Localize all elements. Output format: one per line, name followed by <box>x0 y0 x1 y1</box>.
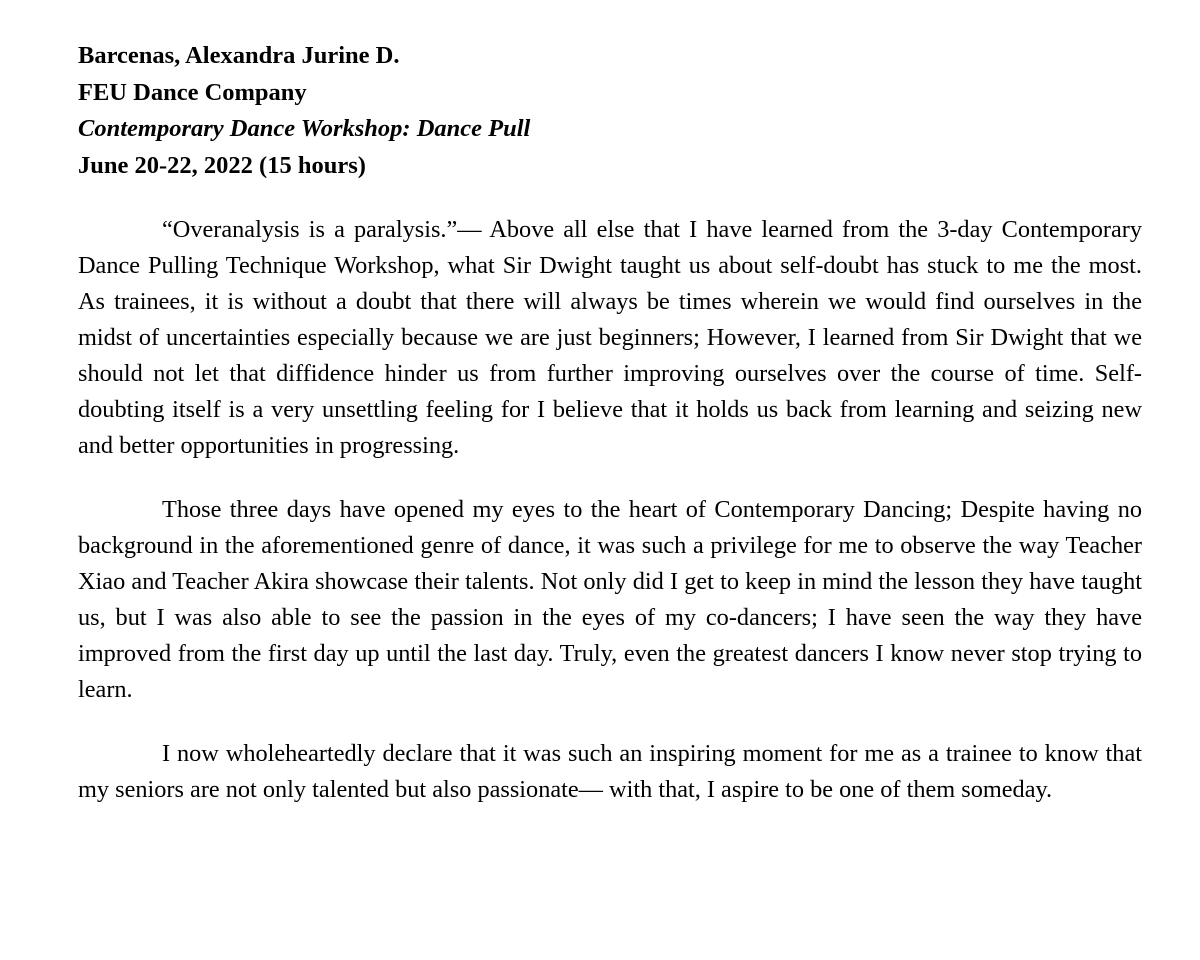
organization-name: FEU Dance Company <box>78 78 307 106</box>
paragraph-1: “Overanalysis is a paralysis.”— Above all else that I have learned from the 3-day Contemporary Dance Pulling Technique Workshop, what Sir Dwight taught us about self-doubt has stuck to me the most. As trainees, it is without a doubt that there will always be times wherein we would find ourselves in the midst of uncertainties especially because we are just beginners; However, I learned from Sir Dwight that we should not let that diffidence hinder us from further improving ourselves over the course of time. Self-doubting itself is a very unsettling feeling for I believe that it holds us back from learning and seizing new and better opportunities in progressing. <box>78 216 1142 459</box>
document-body <box>78 212 1142 808</box>
document-page <box>78 38 1142 808</box>
paragraph-2: Those three days have opened my eyes to the heart of Contemporary Dancing; Despite having no background in the aforementioned genre of dance, it was such a privilege for me to observe the way Teacher Xiao and Teacher Akira showcase their talents. Not only did I get to keep in mind the lesson they have taught us, but I was also able to see the passion in the eyes of my co-dancers; I have seen the way they have improved from the first day up until the last day. Truly, even the greatest dancers I know never stop trying to learn. <box>78 496 1142 703</box>
paragraph-3: I now wholeheartedly declare that it was such an inspiring moment for me as a trainee to know that my seniors are not only talented but also passionate— with that, I aspire to be one of them someday. <box>78 740 1142 803</box>
workshop-date: June 20-22, 2022 (15 hours) <box>78 151 366 179</box>
workshop-title: Contemporary Dance Workshop: Dance Pull <box>78 115 531 142</box>
author-name: Barcenas, Alexandra Jurine D. <box>78 42 400 69</box>
document-header <box>78 38 1142 184</box>
